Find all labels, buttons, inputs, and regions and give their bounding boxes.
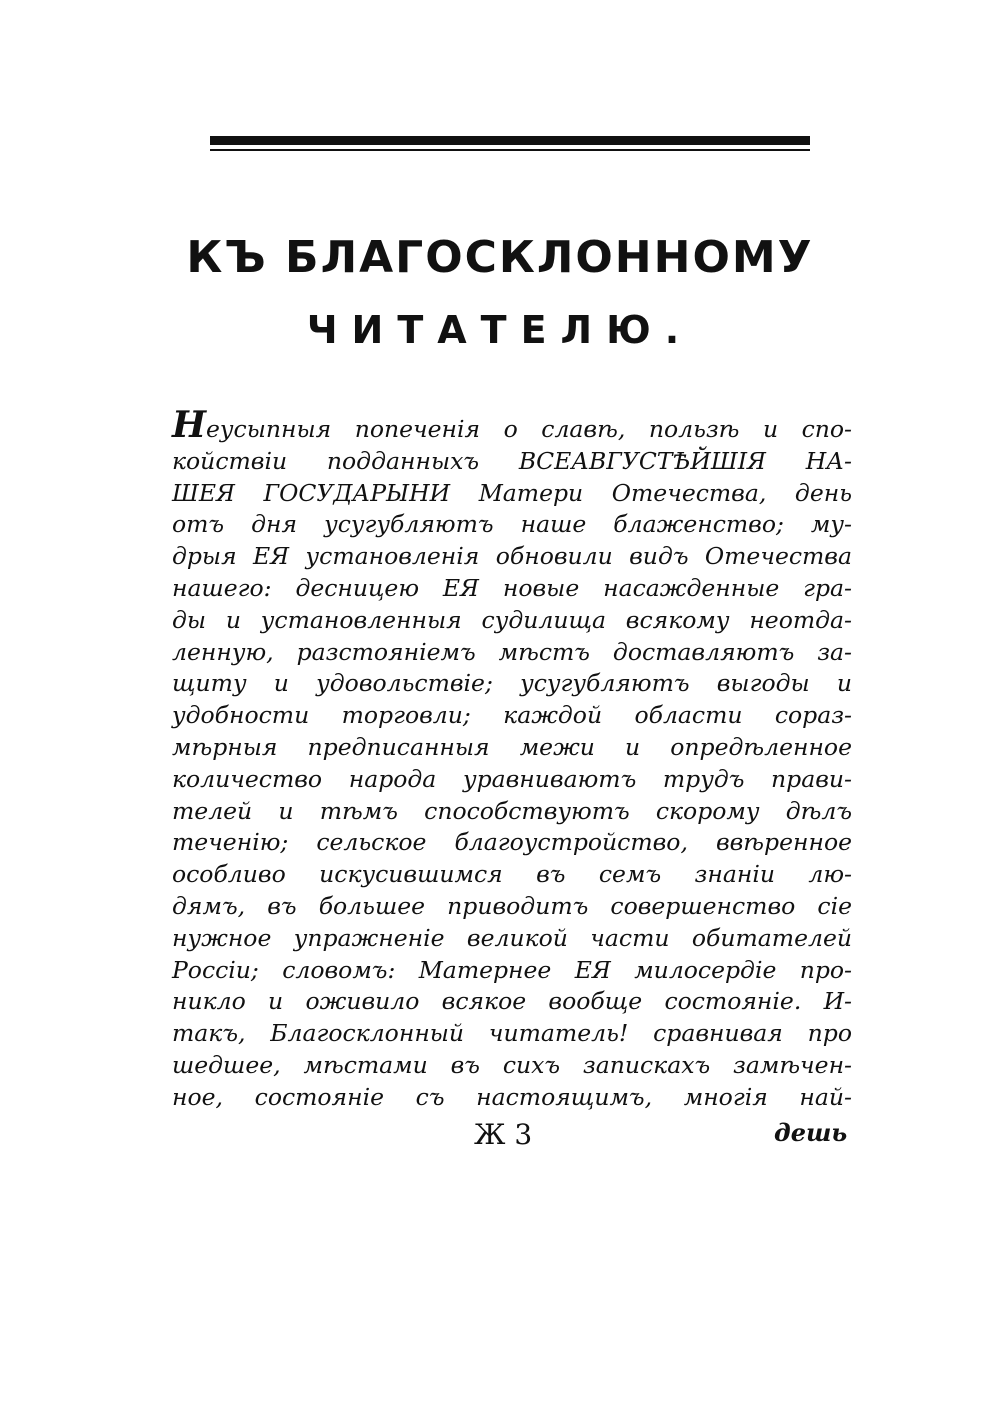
catchword: дешь <box>774 1118 848 1147</box>
text-line: телей и тѣмъ способствуютъ скорому дѣлъ <box>172 796 852 825</box>
text-line: дямъ, въ большее приводитъ совершенство сіе <box>172 891 852 920</box>
text-line: мѣрныя предписанныя межи и опредѣленное <box>172 732 852 761</box>
heading-line-1: КЪ БЛАГОСКЛОННОМУ <box>186 232 814 283</box>
text-line: количество народа уравниваютъ трудъ прави- <box>172 764 852 793</box>
text-line: теченію; сельское благоустройство, ввѣренное <box>172 828 852 857</box>
drop-cap: Н <box>172 404 207 446</box>
text-line: ное, состояніе съ настоящимъ, многія най- <box>172 1082 852 1111</box>
signature-mark: Ж 3 <box>474 1118 533 1151</box>
heading-line-2: ЧИТАТЕЛЮ. <box>306 308 694 352</box>
text-line: ШЕЯ ГОСУДАРЫНИ Матери Отечества, день <box>172 478 852 507</box>
text-line: шедшее, мѣстами въ сихъ запискахъ замѣчен- <box>172 1050 852 1079</box>
text-line: такъ, Благосклонный читатель! сравнивая про <box>172 1019 852 1048</box>
top-rule-thick <box>210 136 810 145</box>
text-line <box>172 404 852 446</box>
text-line: удобности торговли; каждой области сораз- <box>172 701 852 730</box>
text-line: койствіи подданныхъ ВСЕАВГУСТѢЙШІЯ НА- <box>172 446 852 475</box>
text-line: отъ дня усугубляютъ наше блаженство; му- <box>172 510 852 539</box>
text-line: дрыя ЕЯ установленія обновили видъ Отечества <box>172 542 852 571</box>
top-rule-thin <box>210 149 810 151</box>
text-line-content: еусыпныя попеченія о славѣ, пользѣ и спо- <box>206 415 852 443</box>
text-line: ленную, разстояніемъ мѣстъ доставляютъ за- <box>172 637 852 666</box>
text-line: щиту и удовольствіе; усугубляютъ выгоды и <box>172 669 852 698</box>
text-line: Россіи; словомъ: Матернее ЕЯ милосердіе про- <box>172 955 852 984</box>
text-line: нужное упражненіе великой части обитателей <box>172 923 852 952</box>
body-paragraph <box>172 404 852 1114</box>
text-line: нашего: десницею ЕЯ новые насажденные гра- <box>172 573 852 602</box>
text-line: особливо искусившимся въ семъ знаніи лю- <box>172 860 852 889</box>
text-line: никло и оживило всякое вообще состояніе. И- <box>172 987 852 1016</box>
text-line: ды и установленныя судилища всякому неотда- <box>172 605 852 634</box>
